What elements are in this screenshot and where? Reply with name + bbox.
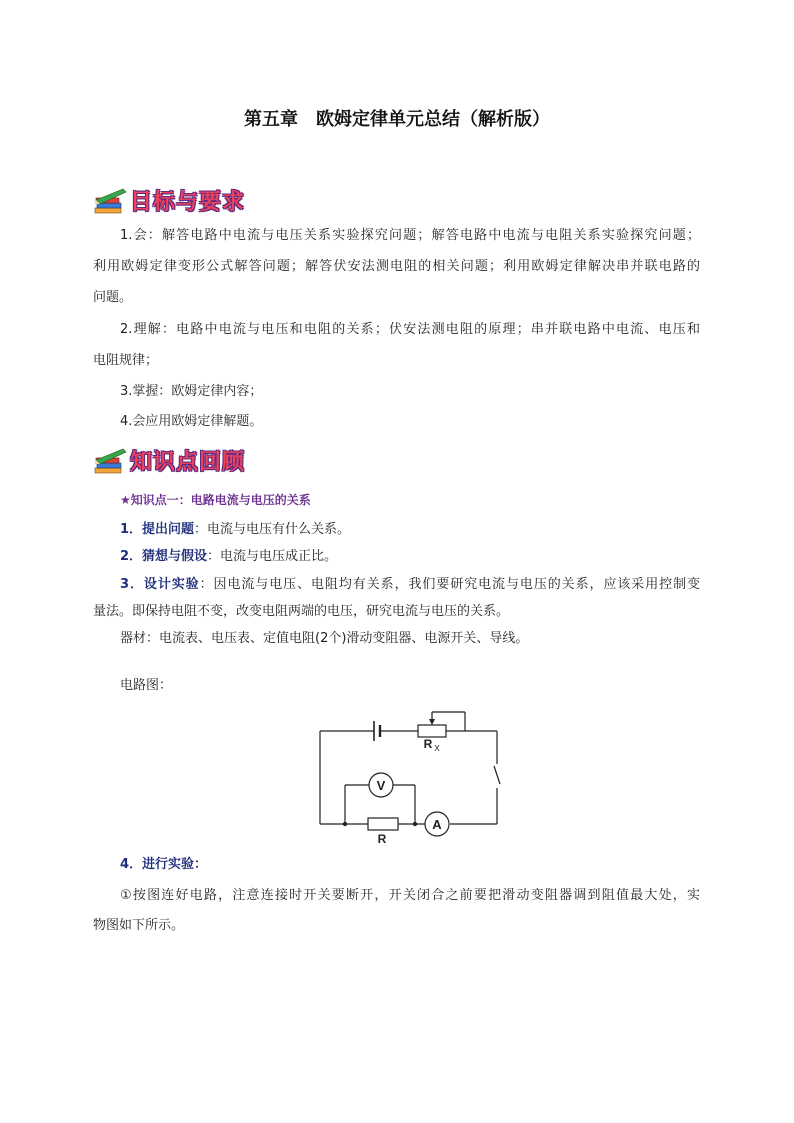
knowledge-point-title: ★知识点一：电路电流与电压的关系 (120, 493, 311, 507)
switch-blade (494, 766, 500, 784)
books-pencil-icon (93, 187, 129, 215)
ammeter-label: A (432, 817, 442, 832)
step-2 (120, 549, 700, 565)
step-2-label: 2．猜想与假设 (120, 549, 208, 564)
goals-p4: 4.会应用欧姆定律解题。 (120, 414, 263, 429)
goals-p2-line1: 2.理解：电路中电流与电压和电阻的关系；伏安法测电阻的原理；串并联电路中电流、电压和 (120, 322, 700, 337)
circuit-diagram (310, 700, 510, 850)
junction-node-right (413, 822, 417, 826)
circuit-caption: 电路图： (120, 678, 173, 693)
goals-p2-line2: 电阻规律； (93, 353, 159, 368)
step-4-label: 4．进行实验： (120, 857, 208, 872)
step-3-text: ：因电流与电压、电阻均有关系，我们要研究电流与电压的关系，应该采用控制变 (199, 577, 700, 592)
rheostat-label: R (423, 737, 433, 751)
step-2-text: ：电流与电压成正比。 (207, 549, 338, 564)
resistor-label: R (377, 832, 387, 846)
goals-p3: 3.掌握：欧姆定律内容； (120, 384, 263, 399)
step-1-label: 1．提出问题 (120, 522, 195, 537)
rheostat-arrow-icon (429, 719, 435, 725)
rheostat-box (418, 725, 446, 737)
review-heading: 知识点回顾 (130, 450, 246, 475)
goals-p1-line2: 利用欧姆定律变形公式解答问题；解答伏安法测电阻的相关问题；利用欧姆定律解决串并联电路的 (93, 259, 700, 274)
step-1 (120, 522, 700, 538)
goals-heading: 目标与要求 (130, 190, 246, 215)
step-3-label: 3．设计实验 (120, 577, 200, 592)
junction-node-left (343, 822, 347, 826)
rheostat-label-subscript: X (434, 744, 440, 753)
goals-p1-line3: 问题。 (93, 290, 133, 305)
step-4-line2: 物图如下所示。 (93, 918, 185, 933)
resistor-box (368, 818, 398, 830)
goals-p1-line1: 1.会：解答电路中电流与电压关系实验探究问题；解答电路中电流与电阻关系实验探究问题； (120, 228, 700, 243)
page-title: 第五章 欧姆定律单元总结（解析版） (244, 109, 550, 130)
step-1-text: ：电流与电压有什么关系。 (194, 522, 351, 537)
step-4-line1: ①按图连好电路，注意连接时开关要断开，开关闭合之前要把滑动变阻器调到阻值最大处，实 (120, 888, 700, 903)
voltmeter-label: V (376, 778, 386, 793)
equipment-list: 器材：电流表、电压表、定值电阻(2个)滑动变阻器、电源开关、导线。 (120, 631, 529, 646)
books-pencil-icon (93, 447, 129, 475)
step-3-line1 (120, 577, 700, 593)
step-3-line2: 量法。即保持电阻不变，改变电阻两端的电压，研究电流与电压的关系。 (93, 604, 510, 619)
